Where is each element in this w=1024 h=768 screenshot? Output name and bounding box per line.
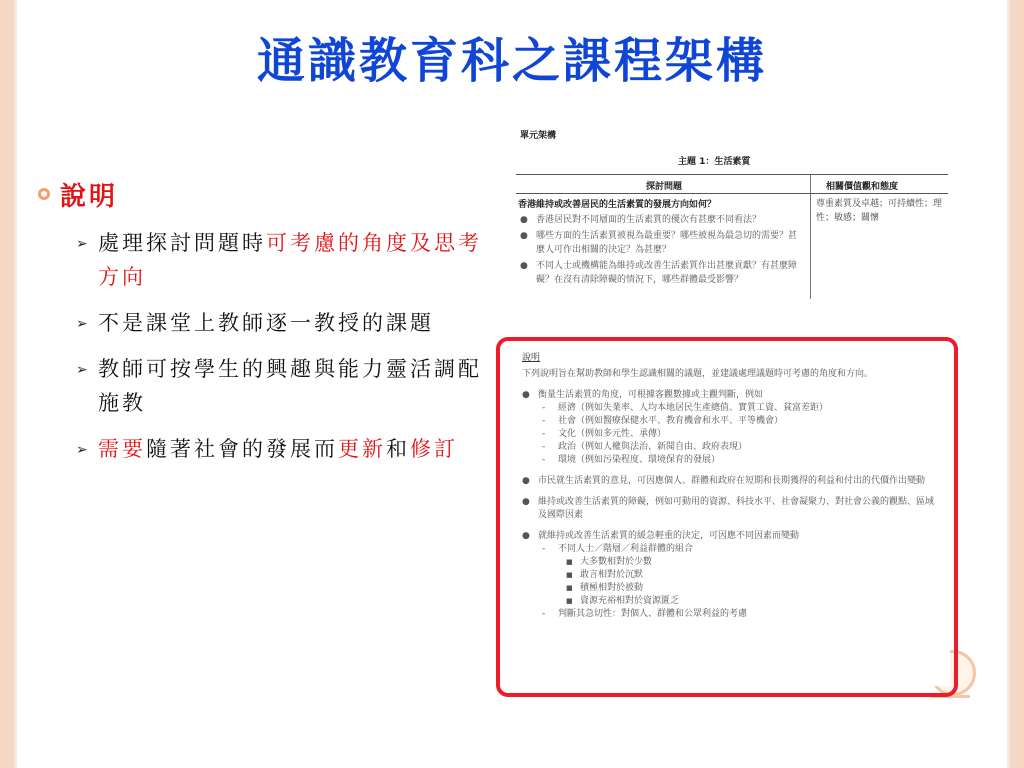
highlighted-text: 需要 <box>98 437 146 461</box>
note-subsub-item <box>522 582 942 595</box>
bullet-dot-icon: ● <box>522 390 530 400</box>
note-sub-item <box>522 415 942 428</box>
note-sub-text: 環境（例如污染程度、環境保育的發展） <box>558 455 721 465</box>
note-point <box>522 389 942 402</box>
slide-title: 通識教育科之課程架構 <box>256 33 767 89</box>
note-point <box>522 530 942 543</box>
note-sub-text: 政治（例如人權與法治、新聞自由、政府表現） <box>558 442 748 452</box>
doc-header-rule <box>516 193 948 194</box>
bullet-item-text <box>98 352 496 420</box>
dash-icon: - <box>542 609 546 619</box>
note-sub-item <box>522 428 942 441</box>
note-sub-item <box>522 402 942 415</box>
note-sub-list <box>522 402 942 467</box>
bullet-dot-icon: ● <box>522 476 530 486</box>
bullet-item-text <box>98 306 434 340</box>
note-point-text: 維持或改善生活素質的障礙，例如可動用的資源、科技水平、社會凝聚力、對社會公義的觀點、區域及國際因素 <box>538 497 935 520</box>
slide-border-left <box>0 0 14 768</box>
bullet-item <box>76 352 496 420</box>
bullet-item <box>76 306 496 340</box>
note-sub-item <box>522 441 942 454</box>
doc-row-title: 香港維持或改善居民的生活素質的發展方向如何？ <box>518 200 717 210</box>
note-subsub-list <box>522 556 942 608</box>
square-bullet-icon: ■ <box>566 558 573 566</box>
slide-content <box>34 176 482 478</box>
note-subsub-text: 資源充裕相對於資源匱乏 <box>580 596 680 606</box>
doc-question-text: 哪些方面的生活素質被視為最重要？哪些被視為最急切的需要？甚麼人可作出相關的決定？為甚麼？ <box>536 231 798 255</box>
arrow-bullet-icon: ➢ <box>76 362 88 378</box>
doc-col-header-values: 相關價值觀和態度 <box>826 182 899 192</box>
highlighted-text: 更新 <box>338 437 386 461</box>
bullet-dot-icon: ● <box>520 231 528 241</box>
note-sub-text: 經濟（例如失業率、人均本地居民生產總值、實質工資、貧富差距） <box>558 403 829 413</box>
heading-bullet <box>34 176 464 212</box>
plain-text: 不是課堂上教師逐一教授的課題 <box>98 311 434 335</box>
note-subsub-item <box>522 556 942 569</box>
note-sub-item <box>522 454 942 467</box>
bullet-dot-icon: ● <box>522 497 530 507</box>
slide-border-right-inner <box>1007 0 1010 768</box>
doc-question-text: 香港居民對不同層面的生活素質的優次有甚麼不同看法？ <box>536 215 762 225</box>
plain-text: 隨著社會的發展而 <box>146 437 338 461</box>
note-point-text: 衡量生活素質的角度，可根據客觀數據或主觀判斷，例如 <box>538 390 764 400</box>
note-subsub-text: 敢言相對於沉默 <box>580 570 644 580</box>
note-subsub-item <box>522 595 942 608</box>
bullet-dot-icon: ● <box>520 215 528 225</box>
square-bullet-icon: ■ <box>566 597 573 605</box>
highlighted-text: 修訂 <box>410 437 458 461</box>
note-title: 說明 <box>522 353 541 363</box>
doc-question <box>520 259 804 287</box>
doc-question <box>520 229 804 257</box>
section-heading: 說明 <box>60 181 119 212</box>
note-sub-item <box>522 608 942 621</box>
dash-icon: - <box>542 416 546 426</box>
dash-icon: - <box>542 403 546 413</box>
dash-icon: - <box>542 442 546 452</box>
bullet-item-text <box>98 432 458 466</box>
note-subsub-text: 積極相對於被動 <box>580 583 644 593</box>
plain-text: 處理探討問題時 <box>98 231 266 255</box>
bullet-dot-icon: ● <box>520 261 528 271</box>
bullet-list <box>76 226 496 466</box>
note-point <box>522 475 942 488</box>
note-point <box>522 496 942 522</box>
note-sub-text: 文化（例如多元性、承傳） <box>558 429 667 439</box>
doc-theme: 主題 1：生活素質 <box>678 157 751 167</box>
slide-border-left-inner <box>14 0 17 768</box>
dash-icon: - <box>542 544 546 554</box>
note-sub-text: 判斷其急切性：對個人、群體和公眾利益的考慮 <box>558 609 748 619</box>
note-sub-text: 不同人士／階層／利益群體的組合 <box>558 544 694 554</box>
note-subsub-item <box>522 569 942 582</box>
arrow-bullet-icon: ➢ <box>76 236 88 252</box>
note-point-text: 就維持或改善生活素質的緩急輕重的決定，可因應不同因素而變動 <box>538 531 800 541</box>
doc-table <box>516 174 948 337</box>
bullet-dot-icon: ● <box>522 531 530 541</box>
bullet-item-text <box>98 226 496 294</box>
slide-border-right <box>1010 0 1024 768</box>
plain-text: 教師可按學生的興趣與能力靈活調配施教 <box>98 357 482 415</box>
note-sub-text: 社會（例如醫療保健水平、教育機會和水平、平等機會） <box>558 416 784 426</box>
doc-note <box>522 350 942 621</box>
note-intro: 下列說明旨在幫助教師和學生認識相關的議題，並建議處理議題時可考慮的角度和方向。 <box>522 369 874 379</box>
note-point-text: 市民就生活素質的意見，可因應個人、群體和政府在短期和長期獲得的利益和付出的代價作出變動 <box>538 476 926 486</box>
square-bullet-icon: ■ <box>566 584 573 592</box>
dash-icon: - <box>542 429 546 439</box>
square-bullet-icon: ■ <box>566 571 573 579</box>
ring-bullet-icon <box>38 188 50 200</box>
doc-question-text: 不同人士或機構能為維持或改善生活素質作出甚麼貢獻？有甚麼障礙？在沒有清除障礙的情況下，哪些群體最受影響？ <box>536 261 798 285</box>
doc-heading: 單元架構 <box>520 131 557 141</box>
bullet-item <box>76 432 496 466</box>
highlighted-text: 可考慮的角度及思考方向 <box>98 231 482 289</box>
arrow-bullet-icon: ➢ <box>76 442 88 458</box>
note-subsub-text: 大多數相對於少數 <box>580 557 653 567</box>
arrow-bullet-icon: ➢ <box>76 316 88 332</box>
doc-question-list <box>520 213 804 289</box>
bullet-item <box>76 226 496 294</box>
doc-question <box>520 213 804 227</box>
note-sub-item <box>522 543 942 556</box>
plain-text: 和 <box>386 437 410 461</box>
doc-col-header-questions: 探討問題 <box>646 182 683 192</box>
doc-row-values: 尊重素質及卓越；可持續性；理性；敏感；關懷 <box>816 199 943 223</box>
dash-icon: - <box>542 455 546 465</box>
